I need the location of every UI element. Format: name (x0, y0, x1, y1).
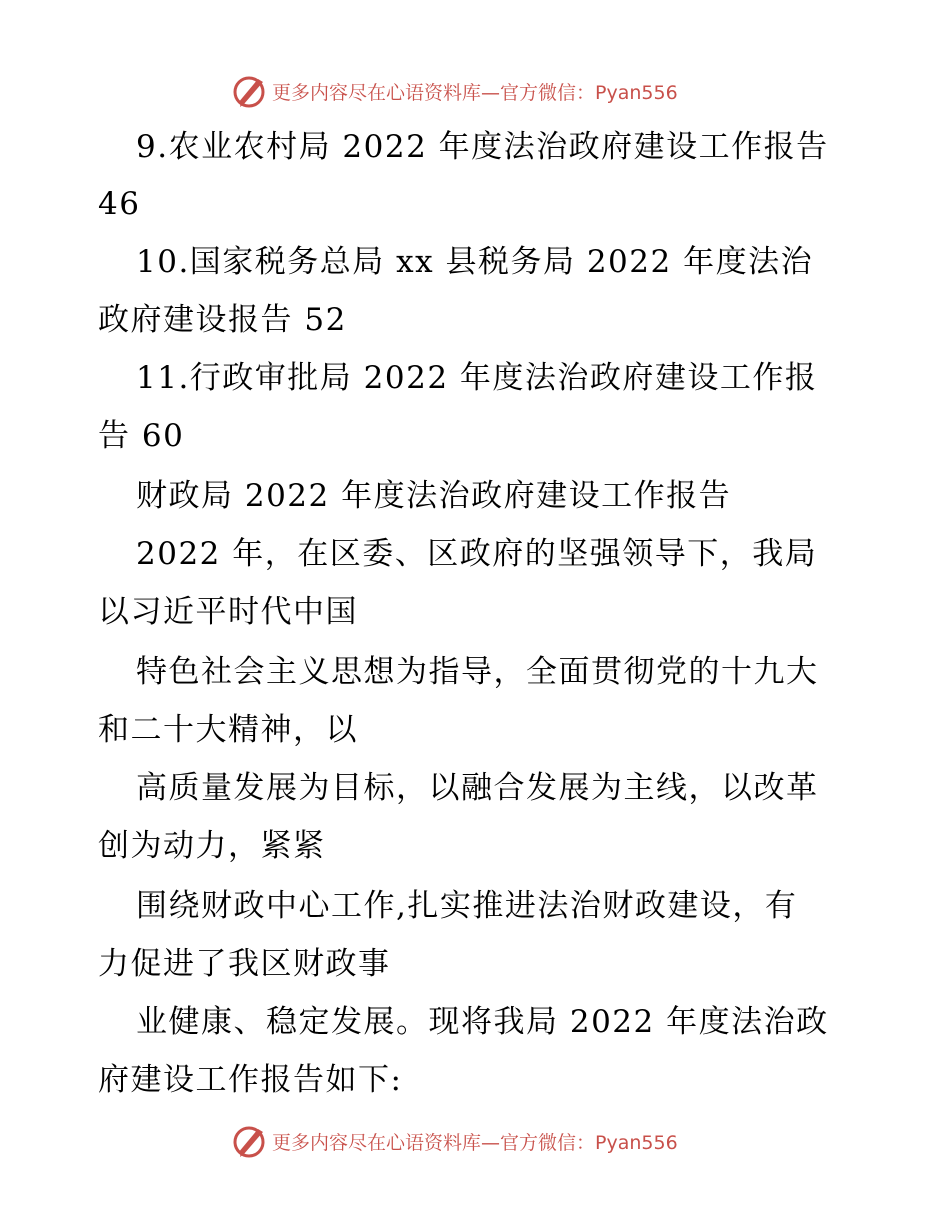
paragraph-line: 围绕财政中心工作,扎实推进法治财政建设，有 (136, 888, 798, 924)
toc-entry-11-cont: 告 60 (98, 418, 185, 454)
paragraph-line: 2022 年，在区委、区政府的坚强领导下，我局 (136, 536, 818, 572)
toc-entry-10-cont: 政府建设报告 52 (98, 302, 347, 338)
quill-pen-logo-icon (232, 1123, 268, 1159)
watermark-text: 更多内容尽在心语资料库—官方微信：Pyan556 (272, 81, 678, 104)
quill-pen-logo-icon (232, 73, 268, 109)
toc-entry-11: 11.行政审批局 2022 年度法治政府建设工作报 (136, 360, 818, 396)
toc-entry-10: 10.国家税务总局 xx 县税务局 2022 年度法治 (136, 244, 814, 280)
paragraph-line: 特色社会主义思想为指导，全面贯彻党的十九大 (136, 654, 819, 690)
paragraph-line: 力促进了我区财政事 (98, 946, 391, 982)
paragraph-line: 高质量发展为目标，以融合发展为主线，以改革 (136, 770, 819, 806)
paragraph-line: 创为动力，紧紧 (98, 828, 326, 864)
watermark-banner-top (232, 71, 752, 111)
section-title: 财政局 2022 年度法治政府建设工作报告 (136, 478, 732, 514)
paragraph-line: 府建设工作报告如下: (98, 1062, 403, 1098)
toc-entry-9: 9.农业农村局 2022 年度法治政府建设工作报告 (136, 129, 829, 165)
watermark-text: 更多内容尽在心语资料库—官方微信：Pyan556 (272, 1131, 678, 1154)
paragraph-line: 以习近平时代中国 (98, 594, 358, 630)
paragraph-line: 和二十大精神，以 (98, 712, 358, 748)
watermark-banner-bottom (232, 1121, 752, 1161)
toc-entry-9-page: 46 (98, 186, 141, 222)
paragraph-line: 业健康、稳定发展。现将我局 2022 年度法治政 (136, 1004, 829, 1040)
